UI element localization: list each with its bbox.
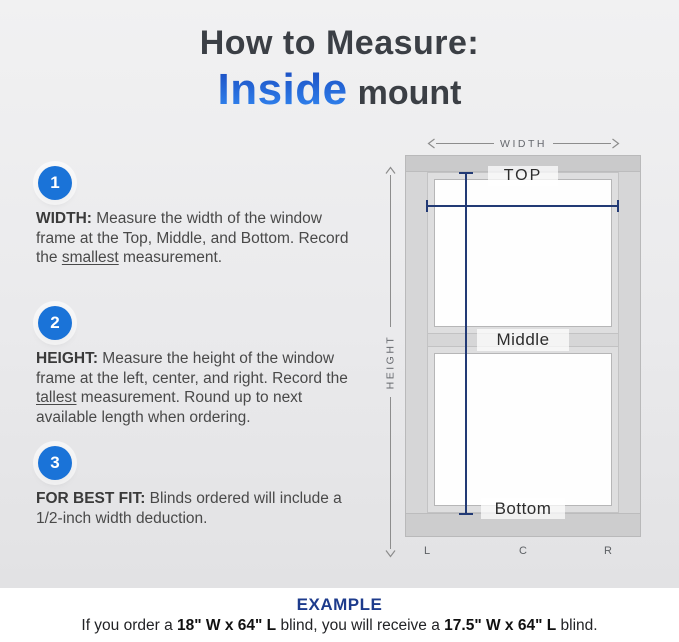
page-title — [0, 24, 679, 115]
step-3-lead: FOR BEST FIT: — [36, 490, 146, 507]
step-1-lead: WIDTH: — [36, 210, 92, 227]
step-1-body: Measure the width of the window frame at the Top, Middle, and Bottom. Record the — [36, 210, 349, 266]
marker-left: L — [424, 545, 432, 557]
step-1-text — [36, 209, 354, 268]
title-suffix: mount — [357, 74, 462, 112]
title-highlight: Inside — [217, 65, 348, 114]
example-sentence — [0, 617, 679, 635]
arrow-line — [436, 143, 494, 144]
step-1-body-end: measurement. — [118, 249, 223, 266]
step-1-number-badge: 1 — [38, 166, 72, 200]
marker-right: R — [604, 545, 613, 557]
width-arrow-label: WIDTH — [500, 137, 547, 150]
width-measure-cap-left — [426, 200, 428, 212]
step-2-body: Measure the height of the window frame at the left, center, and right. Record the — [36, 350, 348, 387]
title-line2 — [0, 65, 679, 115]
example-ordered-size: 18" W x 64" L — [177, 617, 277, 634]
width-measure-line — [427, 205, 619, 207]
title-line1: How to Measure: — [199, 24, 480, 62]
width-dimension-arrow — [427, 137, 620, 150]
example-text-before: If you order a — [81, 617, 178, 634]
step-2-text — [36, 349, 354, 427]
marker-center: C — [519, 545, 528, 557]
step-1-underlined-word: smallest — [61, 249, 119, 266]
arrow-left-icon — [427, 138, 436, 149]
step-1 — [36, 166, 354, 268]
window-top-pane — [434, 179, 612, 327]
height-measure-cap-bottom — [459, 513, 473, 515]
step-3 — [36, 446, 354, 528]
step-2-lead: HEIGHT: — [36, 350, 98, 367]
label-bottom: Bottom — [481, 498, 565, 519]
arrow-line — [390, 397, 391, 549]
step-3-number-badge: 3 — [38, 446, 72, 480]
label-middle: Middle — [477, 329, 569, 351]
arrow-line — [390, 175, 391, 327]
example-text-middle: blind, you will receive a — [276, 617, 445, 634]
height-measure-line — [465, 172, 467, 515]
example-text-after: blind. — [556, 617, 598, 634]
height-measure-cap-top — [459, 172, 473, 174]
step-2-underlined-word: tallest — [36, 389, 77, 406]
label-top: TOP — [488, 166, 558, 186]
step-2-body-end: measurement. Round up to next available length when ordering. — [36, 389, 303, 426]
arrow-down-icon — [385, 549, 396, 558]
example-received-size: 17.5" W x 64" L — [444, 617, 557, 634]
height-dimension-arrow — [383, 166, 397, 558]
arrow-line — [553, 143, 611, 144]
example-footer — [0, 588, 679, 642]
arrow-up-icon — [385, 166, 396, 175]
example-heading: EXAMPLE — [296, 595, 383, 614]
step-3-text — [36, 489, 354, 528]
step-2-number-badge: 2 — [38, 306, 72, 340]
height-arrow-label: HEIGHT — [384, 334, 397, 390]
arrow-right-icon — [611, 138, 620, 149]
step-3-body: Blinds ordered will include a 1/2-inch width deduction. — [36, 490, 342, 527]
width-measure-cap-right — [617, 200, 619, 212]
step-2 — [36, 306, 354, 427]
window-bottom-pane — [434, 353, 612, 506]
